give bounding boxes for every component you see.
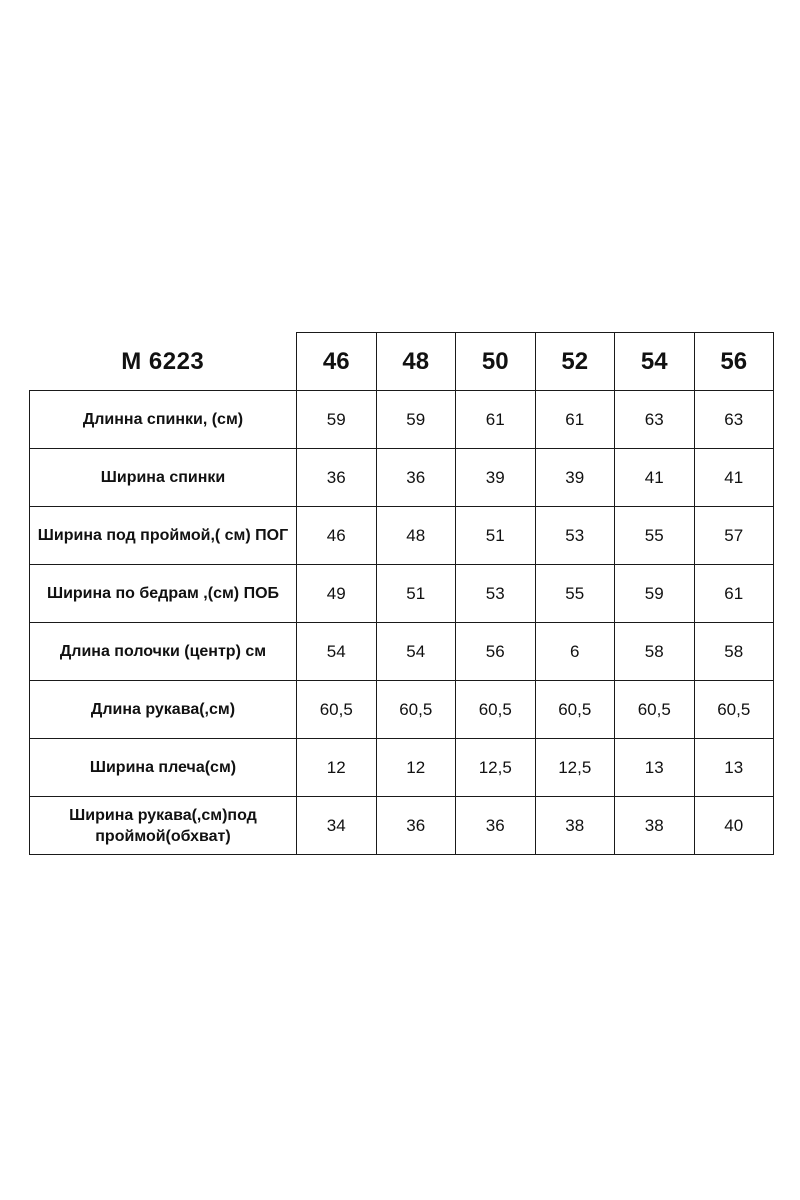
row-label: Длина рукава(,см) <box>30 681 297 739</box>
size-header: 50 <box>456 333 536 391</box>
table-cell: 13 <box>694 739 774 797</box>
table-cell: 60,5 <box>615 681 695 739</box>
table-cell: 39 <box>535 449 615 507</box>
table-cell: 41 <box>615 449 695 507</box>
size-header: 46 <box>297 333 377 391</box>
table-cell: 51 <box>456 507 536 565</box>
table-cell: 63 <box>694 391 774 449</box>
table-cell: 36 <box>456 797 536 855</box>
table-row <box>30 507 774 565</box>
table-row <box>30 449 774 507</box>
table-cell: 36 <box>376 449 456 507</box>
model-number: М 6223 <box>121 347 205 375</box>
row-label: Длинна спинки, (см) <box>30 391 297 449</box>
table-cell: 61 <box>535 391 615 449</box>
table-cell: 61 <box>456 391 536 449</box>
table-cell: 58 <box>615 623 695 681</box>
table-cell: 12,5 <box>535 739 615 797</box>
table-cell: 53 <box>535 507 615 565</box>
table-row <box>30 565 774 623</box>
table-row <box>30 623 774 681</box>
table-cell: 59 <box>297 391 377 449</box>
table-cell: 57 <box>694 507 774 565</box>
table-cell: 58 <box>694 623 774 681</box>
table-row <box>30 681 774 739</box>
table-cell: 56 <box>456 623 536 681</box>
size-header: 48 <box>376 333 456 391</box>
table-cell: 12,5 <box>456 739 536 797</box>
table-cell: 41 <box>694 449 774 507</box>
table-cell: 38 <box>615 797 695 855</box>
table-cell: 40 <box>694 797 774 855</box>
table-cell: 12 <box>376 739 456 797</box>
table-cell: 13 <box>615 739 695 797</box>
table-cell: 38 <box>535 797 615 855</box>
row-label: Ширина рукава(,см)под проймой(обхват) <box>30 797 297 855</box>
table-cell: 53 <box>456 565 536 623</box>
row-label: Ширина плеча(см) <box>30 739 297 797</box>
table-cell: 59 <box>376 391 456 449</box>
row-label: Ширина под проймой,( см) ПОГ <box>30 507 297 565</box>
table-cell: 60,5 <box>297 681 377 739</box>
table-cell: 12 <box>297 739 377 797</box>
row-label: Длина полочки (центр) см <box>30 623 297 681</box>
table-cell: 46 <box>297 507 377 565</box>
table-cell: 60,5 <box>456 681 536 739</box>
table-cell: 39 <box>456 449 536 507</box>
table-cell: 60,5 <box>535 681 615 739</box>
size-chart-table <box>29 332 774 855</box>
table-cell: 60,5 <box>376 681 456 739</box>
row-label: Ширина спинки <box>30 449 297 507</box>
table-cell: 54 <box>297 623 377 681</box>
row-label: Ширина по бедрам ,(см) ПОБ <box>30 565 297 623</box>
table-cell: 49 <box>297 565 377 623</box>
table-cell: 59 <box>615 565 695 623</box>
size-header: 56 <box>694 333 774 391</box>
table-cell: 51 <box>376 565 456 623</box>
table-cell: 48 <box>376 507 456 565</box>
size-header: 54 <box>615 333 695 391</box>
table-cell: 55 <box>615 507 695 565</box>
table-row <box>30 739 774 797</box>
table-cell: 55 <box>535 565 615 623</box>
header-row <box>30 333 774 391</box>
table-cell: 36 <box>376 797 456 855</box>
table-cell: 34 <box>297 797 377 855</box>
table-cell: 6 <box>535 623 615 681</box>
table-cell: 63 <box>615 391 695 449</box>
table-cell: 61 <box>694 565 774 623</box>
table-row <box>30 391 774 449</box>
size-header: 52 <box>535 333 615 391</box>
table-cell: 60,5 <box>694 681 774 739</box>
table-row <box>30 797 774 855</box>
table-cell: 54 <box>376 623 456 681</box>
table-cell: 36 <box>297 449 377 507</box>
